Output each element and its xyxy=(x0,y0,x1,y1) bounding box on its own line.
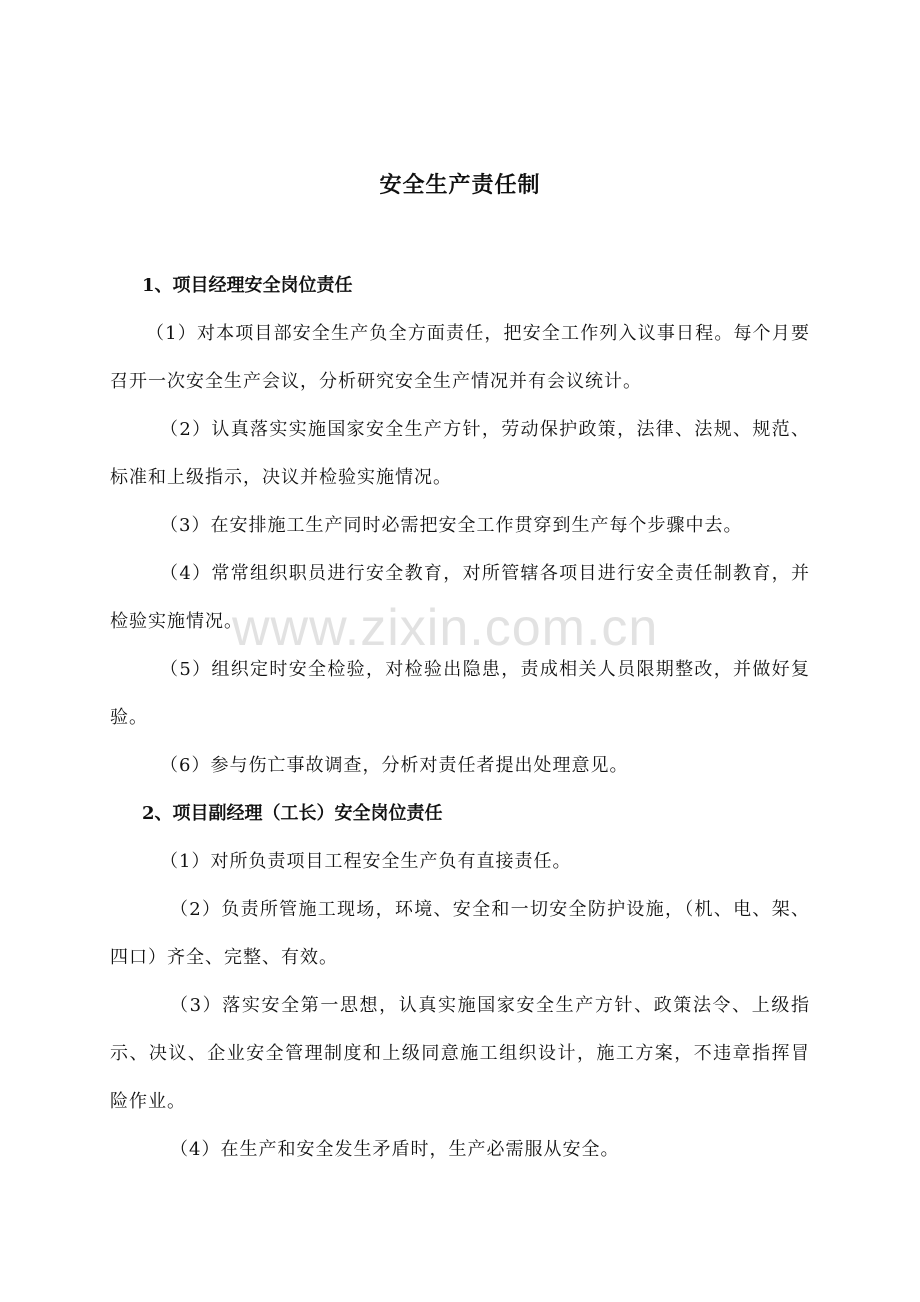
section-heading-1: 1、项目经理安全岗位责任 xyxy=(142,275,353,296)
section-1-item-2: （2）认真落实实施国家安全生产方针，劳动保护政策，法律、法规、规范、标准和上级指示，决议并检验实施情况。 xyxy=(110,419,810,488)
section-2-item-1: （1）对所负责项目工程安全生产负有直接责任。 xyxy=(160,851,572,872)
section-1-item-6: （6）参与伤亡事故调查，分析对责任者提出处理意见。 xyxy=(160,755,629,776)
document-body xyxy=(110,262,810,1174)
section-2-item-4: （4）在生产和安全发生矛盾时，生产必需服从安全。 xyxy=(170,1139,620,1160)
section-2-item-3: （3）落实安全第一思想，认真实施国家安全生产方针、政策法令、上级指示、决议、企业安全管理制度和上级同意施工组织设计，施工方案，不违章指挥冒险作业。 xyxy=(110,995,810,1112)
section-1-item-5: （5）组织定时安全检验，对检验出隐患，责成相关人员限期整改，并做好复验。 xyxy=(110,659,810,728)
section-1-item-3: （3）在安排施工生产同时必需把安全工作贯穿到生产每个步骤中去。 xyxy=(160,515,743,536)
section-heading-2: 2、项目副经理（工长）安全岗位责任 xyxy=(142,803,443,824)
section-2-item-2: （2）负责所管施工现场，环境、安全和一切安全防护设施，（机、电、架、四口）齐全、完整、有效。 xyxy=(110,899,810,968)
watermark-text: www.zixin.com.cn xyxy=(232,599,659,657)
document-title: 安全生产责任制 xyxy=(379,172,541,198)
section-1-item-4: （4）常常组织职员进行安全教育，对所管辖各项目进行安全责任制教育，并检验实施情况。 xyxy=(110,563,810,632)
section-1-item-1: （1）对本项目部安全生产负全方面责任，把安全工作列入议事日程。每个月要召开一次安全生产会议，分析研究安全生产情况并有会议统计。 xyxy=(110,323,810,392)
